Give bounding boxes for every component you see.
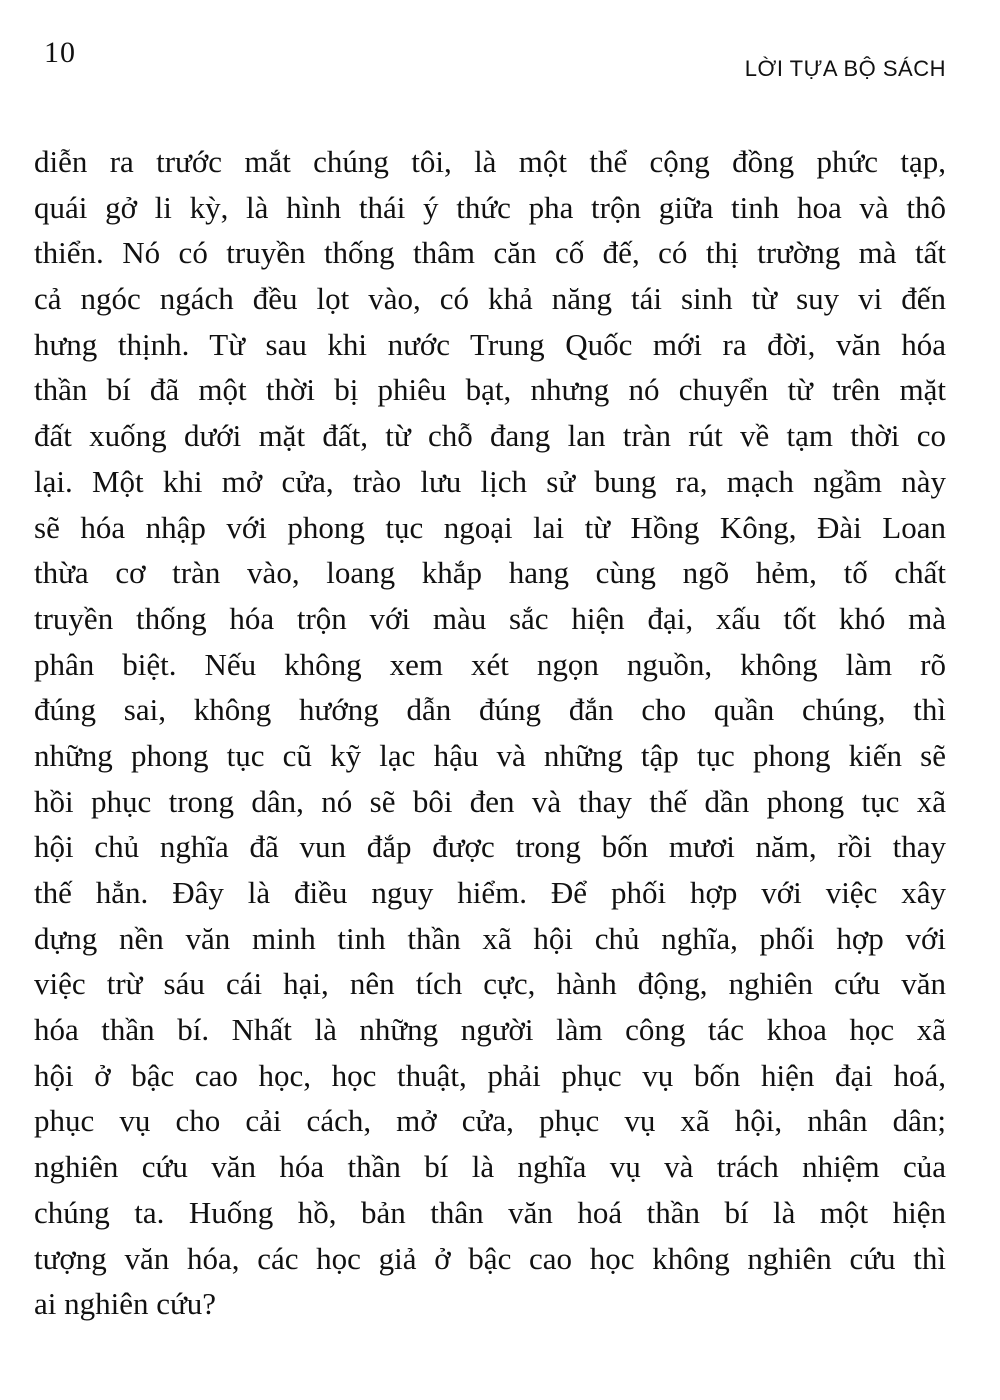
body-paragraph: [34, 139, 946, 1327]
text-line: phân biệt. Nếu không xem xét ngọn nguồn, không làm rõ: [34, 646, 946, 682]
text-line: quái gở li kỳ, là hình thái ý thức pha trộn giữa tinh hoa và thô: [34, 189, 946, 225]
text-line: hội chủ nghĩa đã vun đắp được trong bốn mươi năm, rồi thay: [34, 829, 946, 865]
text-line: hội ở bậc cao học, học thuật, phải phục vụ bốn hiện đại hoá,: [34, 1057, 946, 1093]
text-line: đất xuống dưới mặt đất, từ chỗ đang lan tràn rút về tạm thời co: [34, 418, 946, 454]
text-line: thiển. Nó có truyền thống thâm căn cố đế, có thị trường mà tất: [34, 235, 946, 271]
text-line: sẽ hóa nhập với phong tục ngoại lai từ Hồng Kông, Đài Loan: [34, 509, 946, 545]
page-number: 10: [44, 36, 76, 69]
text-line: tượng văn hóa, các học giả ở bậc cao học không nghiên cứu thì: [34, 1240, 946, 1276]
text-line: đúng sai, không hướng dẫn đúng đắn cho quần chúng, thì: [34, 692, 946, 728]
text-line: hồi phục trong dân, nó sẽ bôi đen và thay thế dần phong tục xã: [34, 783, 946, 819]
text-line: thế hẳn. Đây là điều nguy hiểm. Để phối hợp với việc xây: [34, 875, 946, 910]
text-line: nghiên cứu văn hóa thần bí là nghĩa vụ và trách nhiệm của: [34, 1149, 946, 1185]
text-line: diễn ra trước mắt chúng tôi, là một thể cộng đồng phức tạp,: [34, 144, 946, 179]
text-line: cả ngóc ngách đều lọt vào, có khả năng tái sinh từ suy vi đến: [34, 281, 946, 317]
text-line: dựng nền văn minh tinh thần xã hội chủ nghĩa, phối hợp với: [34, 920, 946, 956]
text-line: việc trừ sáu cái hại, nên tích cực, hành động, nghiên cứu văn: [34, 966, 946, 1002]
text-line: chúng ta. Huống hồ, bản thân văn hoá thần bí là một hiện: [34, 1194, 946, 1230]
text-line: hưng thịnh. Từ sau khi nước Trung Quốc mới ra đời, văn hóa: [34, 326, 946, 362]
text-line: những phong tục cũ kỹ lạc hậu và những tập tục phong kiến sẽ: [34, 737, 946, 773]
text-line: ai nghiên cứu?: [34, 1286, 217, 1322]
text-line: thần bí đã một thời bị phiêu bạt, nhưng nó chuyển từ trên mặt: [34, 372, 946, 408]
text-line: thừa cơ tràn vào, loang khắp hang cùng ngõ hẻm, tố chất: [34, 555, 946, 591]
text-line: phục vụ cho cải cách, mở cửa, phục vụ xã hội, nhân dân;: [34, 1103, 946, 1139]
text-line: truyền thống hóa trộn với màu sắc hiện đại, xấu tốt khó mà: [34, 600, 946, 636]
text-line: lại. Một khi mở cửa, trào lưu lịch sử bung ra, mạch ngầm này: [34, 463, 946, 499]
text-line: hóa thần bí. Nhất là những người làm công tác khoa học xã: [34, 1012, 946, 1048]
running-header-title: LỜI TỰA BỘ SÁCH: [744, 56, 946, 81]
